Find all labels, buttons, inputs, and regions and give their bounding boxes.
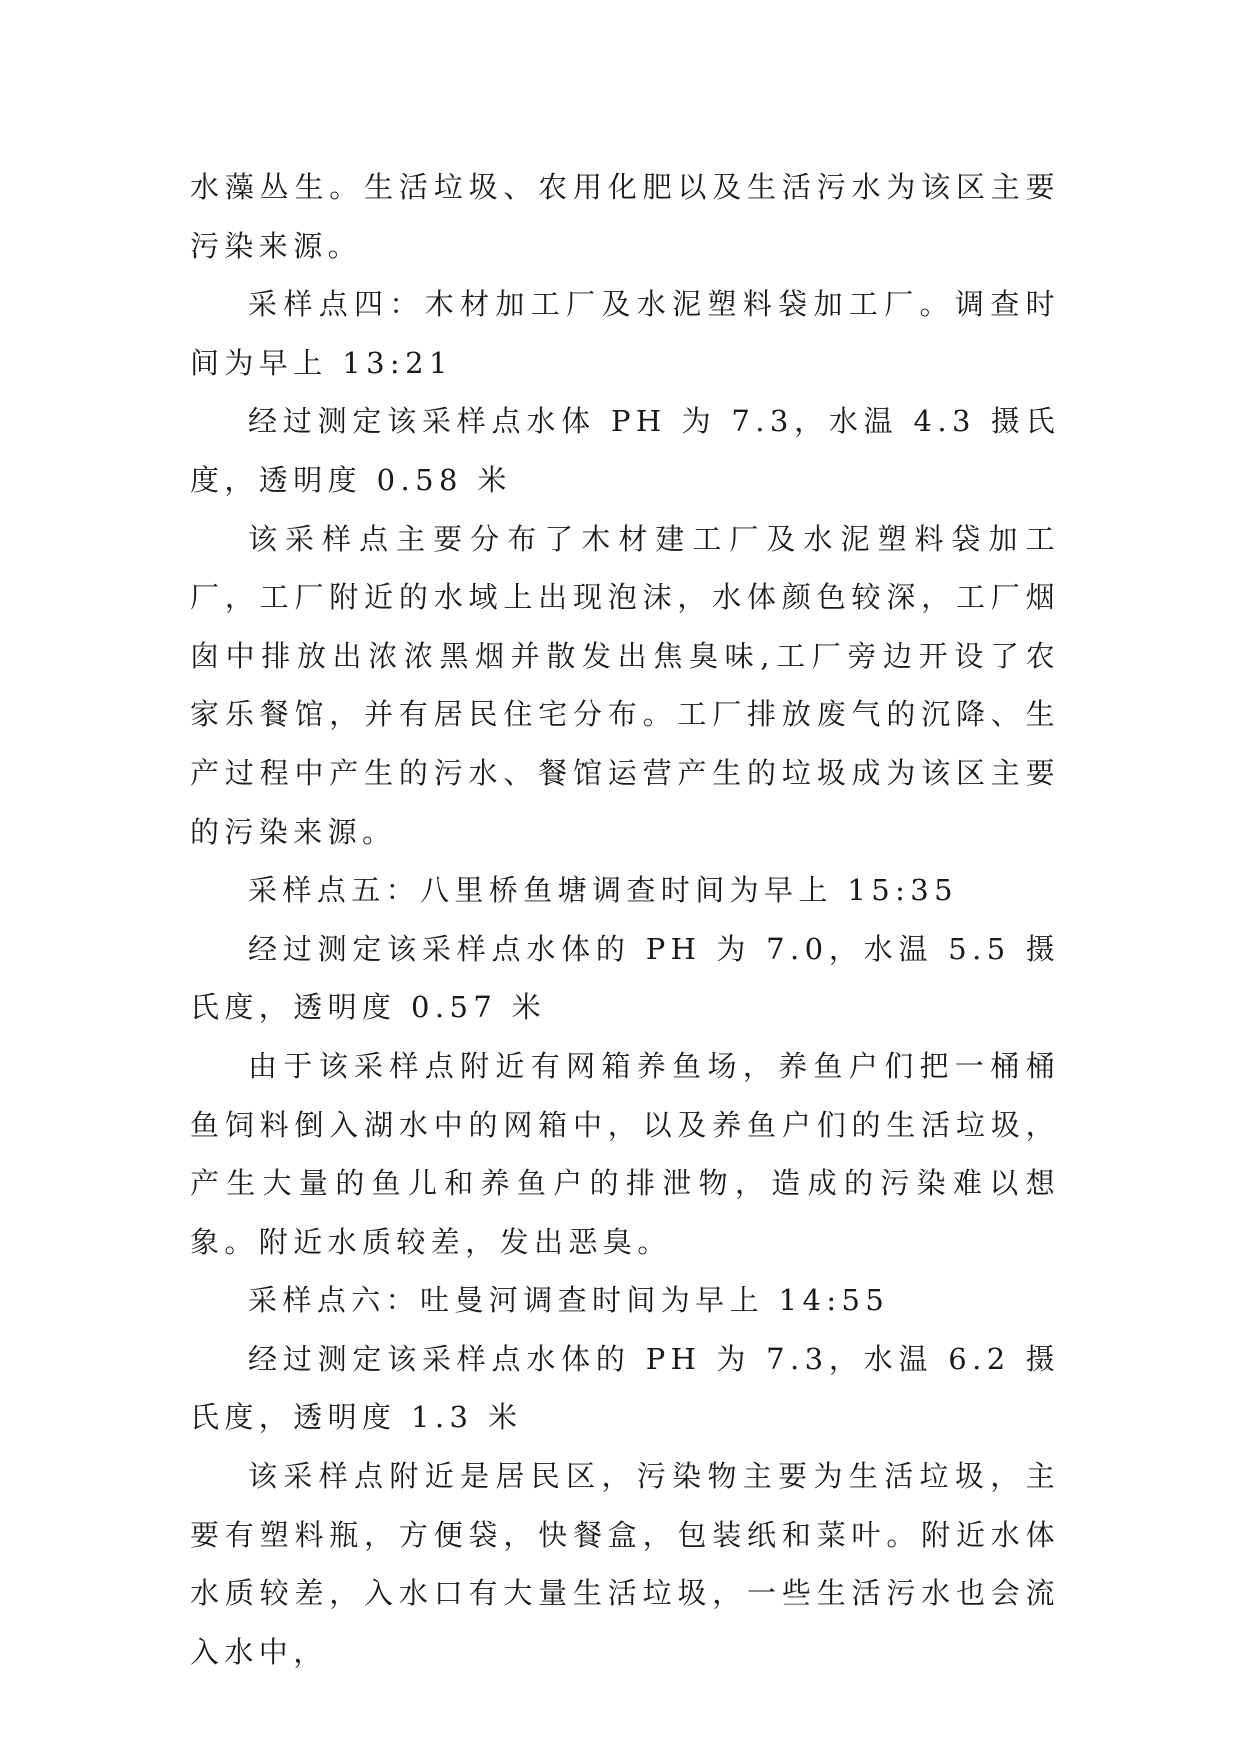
paragraph-continuation: 水藻丛生。生活垃圾、农用化肥以及生活污水为该区主要污染来源。 <box>190 170 1060 263</box>
paragraph-sample-point-5-measurement: 经过测定该采样点水体的 PH 为 7.0，水温 5.5 摄氏度，透明度 0.57 米 <box>190 931 1060 1025</box>
paragraph-sample-point-5-description: 由于该采样点附近有网箱养鱼场，养鱼户们把一桶桶鱼饲料倒入湖水中的网箱中，以及养鱼户们的生活垃圾，产生大量的鱼儿和养鱼户的排泄物，造成的污染难以想象。附近水质较差，发出恶臭。 <box>190 1048 1060 1259</box>
paragraph-sample-point-4-description: 该采样点主要分布了木材建工厂及水泥塑料袋加工厂，工厂附近的水域上出现泡沫，水体颜色较深，工厂烟囱中排放出浓浓黑烟并散发出焦臭味,工厂旁边开设了农家乐餐馆，并有居民住宅分布。工厂排放废气的沉降、生产过程中产生的污水、餐馆运营产生的垃圾成为该区主要的污染来源。 <box>190 521 1060 849</box>
paragraph-sample-point-6-description: 该采样点附近是居民区，污染物主要为生活垃圾，主要有塑料瓶，方便袋，快餐盒，包装纸和菜叶。附近水体水质较差，入水口有大量生活垃圾，一些生活污水也会流入水中， <box>190 1459 1060 1669</box>
document-body <box>190 158 1060 1681</box>
paragraph-sample-point-4-measurement: 经过测定该采样点水体 PH 为 7.3，水温 4.3 摄氏度，透明度 0.58 米 <box>190 404 1060 497</box>
paragraph-sample-point-5-heading: 采样点五：八里桥鱼塘调查时间为早上 15:35 <box>248 873 958 908</box>
paragraph-sample-point-4-heading: 采样点四：木材加工厂及水泥塑料袋加工厂。调查时间为早上 13:21 <box>190 287 1060 380</box>
paragraph-sample-point-6-heading: 采样点六：吐曼河调查时间为早上 14:55 <box>248 1283 890 1318</box>
paragraph-sample-point-6-measurement: 经过测定该采样点水体的 PH 为 7.3，水温 6.2 摄氏度，透明度 1.3 米 <box>190 1341 1060 1435</box>
